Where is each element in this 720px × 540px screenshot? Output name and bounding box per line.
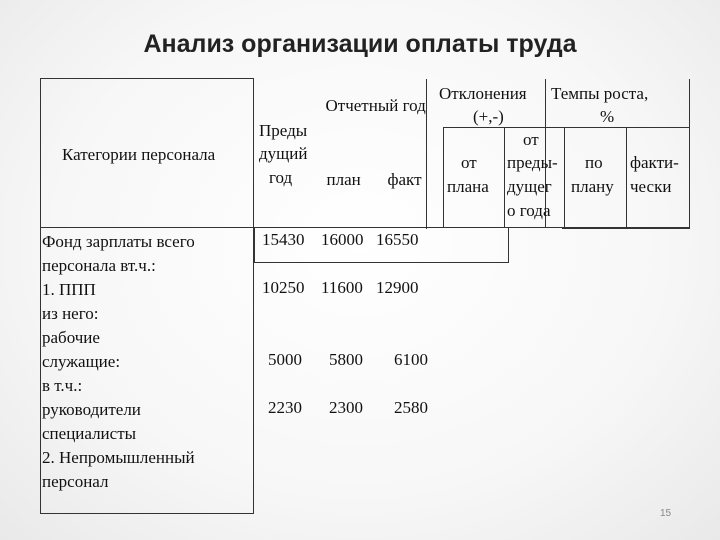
- header-from-plan-2: плана: [447, 177, 489, 196]
- header-previous-year-1: Преды: [259, 120, 308, 140]
- header-category: Категории персонала: [62, 145, 216, 164]
- row-label: в т.ч.:: [42, 376, 83, 395]
- header-reporting-year: Отчетный год: [325, 95, 426, 115]
- header-previous-year-2: дущий: [259, 143, 308, 163]
- header-actual-2: чески: [630, 177, 672, 196]
- row-label: 1. ППП: [42, 280, 96, 299]
- header-plan: план: [326, 169, 361, 189]
- header-category-cell: [41, 79, 254, 228]
- value-total-plan: 16000: [321, 230, 364, 249]
- row-label: рабочие: [42, 328, 100, 347]
- value-employees-plan: 2300: [329, 398, 363, 417]
- header-from-prev-4: о года: [507, 201, 551, 220]
- row-label: руководители: [42, 400, 141, 419]
- header-by-plan-1: по: [585, 153, 603, 172]
- value-employees-prev: 2230: [268, 398, 302, 417]
- header-from-prev-1: от: [523, 130, 539, 149]
- header-from-prev-3: дущег: [507, 177, 552, 196]
- value-total-fact: 16550: [376, 230, 419, 249]
- value-ppp-prev: 10250: [262, 278, 305, 297]
- header-previous-year-3: год: [269, 167, 293, 187]
- header-from-prev-2: преды-: [507, 153, 558, 172]
- row-label: персонала вт.ч.:: [42, 256, 156, 275]
- page-number: 15: [660, 508, 672, 519]
- header-growth-rate-cell: [546, 79, 690, 228]
- value-ppp-fact: 12900: [376, 278, 419, 297]
- value-workers-prev: 5000: [268, 350, 302, 369]
- value-employees-fact: 2580: [394, 398, 428, 417]
- row-label: Фонд зарплаты всего: [42, 232, 195, 251]
- header-growth-rate-unit: %: [600, 106, 615, 126]
- header-deviations: Отклонения: [439, 83, 527, 103]
- row-label: служащие:: [42, 352, 121, 371]
- salary-analysis-table: [40, 78, 690, 514]
- header-by-plan-2: плану: [571, 177, 614, 196]
- value-total-prev: 15430: [262, 230, 305, 249]
- row-labels-cell: [41, 228, 254, 514]
- header-deviations-cell: [427, 79, 546, 228]
- header-previous-year-cell: [254, 79, 316, 228]
- row-label: из него:: [42, 304, 99, 323]
- row-label: персонал: [42, 472, 109, 491]
- header-fact: факт: [387, 169, 422, 189]
- slide-title: Анализ организации оплаты труда: [143, 30, 577, 58]
- header-from-plan-1: от: [461, 153, 477, 172]
- row-label: специалисты: [42, 424, 137, 443]
- header-actual-1: факти-: [630, 153, 679, 172]
- value-ppp-plan: 11600: [321, 278, 363, 297]
- header-reporting-year-cell: [316, 79, 427, 228]
- row-label: 2. Непромышленный: [42, 448, 195, 467]
- value-workers-plan: 5800: [329, 350, 363, 369]
- header-growth-rate: Темпы роста,: [551, 83, 649, 103]
- value-workers-fact: 6100: [394, 350, 428, 369]
- header-deviations-sign: (+,-): [473, 106, 504, 126]
- values-area: [254, 228, 690, 514]
